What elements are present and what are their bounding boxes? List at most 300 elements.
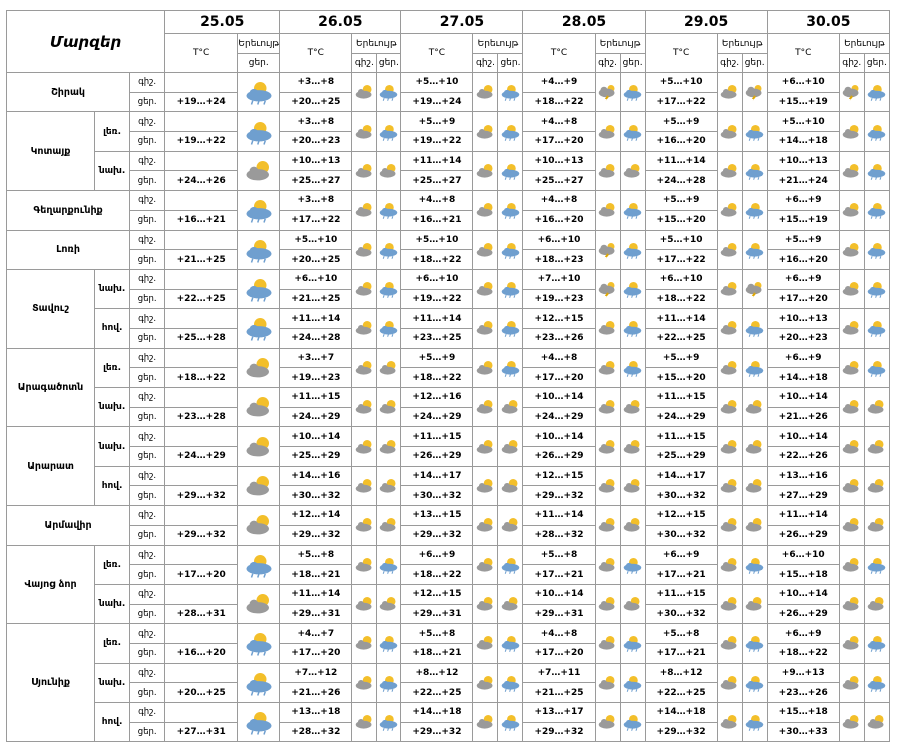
sun-cloud-rain-icon <box>238 73 280 112</box>
temperature-night: +5…+10 <box>280 230 352 250</box>
cloud-sun-icon <box>238 348 280 387</box>
temperature-night: +3…+8 <box>280 191 352 211</box>
table-row <box>7 427 890 447</box>
temperature-day: +23…+28 <box>165 407 238 427</box>
temperature-night: +6…+10 <box>523 230 595 250</box>
temperature-night: +7…+10 <box>523 269 595 289</box>
subregion-name: հով. <box>95 309 130 348</box>
temperature-night: +12…+15 <box>401 584 473 604</box>
time-of-day: գիշ. <box>130 73 165 93</box>
temperature-day: +18…+22 <box>401 565 473 585</box>
temperature-night: +6…+10 <box>645 269 717 289</box>
time-of-day: ցեր. <box>130 604 165 624</box>
temperature-day: +24…+28 <box>280 328 352 348</box>
temperature-day: +30…+33 <box>767 722 839 742</box>
temperature-day: +15…+20 <box>645 368 717 388</box>
cloud-sun-icon <box>377 466 401 505</box>
temperature-night: +10…+13 <box>767 151 839 171</box>
temperature-night: +10…+13 <box>280 151 352 171</box>
cloud-sun-icon <box>864 584 889 623</box>
time-of-day: գիշ. <box>130 703 165 723</box>
time-of-day: ցեր. <box>130 565 165 585</box>
cloud-sun-icon <box>717 584 742 623</box>
sun-cloud-rain-icon <box>498 151 523 190</box>
temperature-day: +23…+26 <box>523 328 595 348</box>
cloud-sun-icon <box>620 388 645 427</box>
sun-cloud-rain-icon <box>498 309 523 348</box>
cloud-sun-icon <box>377 348 401 387</box>
temperature-day: +20…+23 <box>280 132 352 152</box>
time-of-day: ցեր. <box>130 525 165 545</box>
temperature-night: +11…+14 <box>280 309 352 329</box>
temperature-night: +11…+15 <box>401 427 473 447</box>
time-of-day: գիշ. <box>130 545 165 565</box>
sun-cloud-rain-icon <box>864 73 889 112</box>
temperature-day: +25…+28 <box>165 328 238 348</box>
cloud-sun-icon <box>839 348 864 387</box>
temperature-night: +14…+17 <box>645 466 717 486</box>
sun-cloud-rain-icon <box>620 624 645 663</box>
cloud-sun-icon <box>717 269 742 308</box>
temperature-night: +5…+10 <box>645 230 717 250</box>
date-header: 26.05 <box>280 11 401 34</box>
cloud-sun-icon <box>498 506 523 545</box>
sun-cloud-rain-icon <box>498 112 523 151</box>
sun-cloud-rain-icon <box>377 73 401 112</box>
cloud-sun-icon <box>595 309 620 348</box>
temperature-day: +17…+21 <box>645 565 717 585</box>
weather-header: Երեւույթ <box>352 34 401 54</box>
temperature-night: +13…+15 <box>401 506 473 526</box>
temperature-day: +17…+22 <box>645 250 717 270</box>
weather-header: Երեւույթ <box>717 34 767 54</box>
subregion-name: նախ. <box>95 584 130 623</box>
sun-cloud-rain-icon <box>498 73 523 112</box>
sun-cloud-rain-icon <box>620 73 645 112</box>
sun-cloud-rain-icon <box>864 348 889 387</box>
cloud-sun-icon <box>498 584 523 623</box>
temperature-day: +16…+20 <box>165 643 238 663</box>
date-header: 25.05 <box>165 11 280 34</box>
cloud-sun-icon <box>352 269 377 308</box>
region-name: Լոռի <box>7 230 130 269</box>
temperature-night: +6…+10 <box>767 73 839 93</box>
cloud-sun-icon <box>864 506 889 545</box>
temperature-day: +29…+31 <box>280 604 352 624</box>
temperature-day: +18…+23 <box>523 250 595 270</box>
temperature-night: +11…+14 <box>645 309 717 329</box>
region-name: Արարատ <box>7 427 95 506</box>
temperature-night <box>165 624 238 644</box>
cloud-sun-icon <box>717 506 742 545</box>
temperature-night: +6…+9 <box>401 545 473 565</box>
temperature-day: +30…+32 <box>401 486 473 506</box>
sun-cloud-rain-icon <box>620 703 645 742</box>
cloud-sun-icon <box>839 506 864 545</box>
day-label: ցեր. <box>238 54 280 73</box>
region-name: Գեղարքունիք <box>7 191 130 230</box>
cloud-sun-icon <box>238 151 280 190</box>
table-row <box>7 624 890 644</box>
night-label: գիշ. <box>473 54 498 73</box>
temperature-night: +5…+9 <box>767 230 839 250</box>
temperature-night: +5…+8 <box>523 545 595 565</box>
cloud-sun-icon <box>595 427 620 466</box>
temperature-day: +17…+22 <box>280 210 352 230</box>
temperature-night: +10…+14 <box>523 388 595 408</box>
cloud-sun-icon <box>352 624 377 663</box>
temperature-day: +28…+31 <box>165 604 238 624</box>
temperature-night: +10…+14 <box>767 584 839 604</box>
cloud-storm-icon <box>595 269 620 308</box>
day-label: ցեր. <box>864 54 889 73</box>
cloud-sun-icon <box>864 466 889 505</box>
temperature-day: +17…+20 <box>523 132 595 152</box>
sun-cloud-rain-icon <box>377 309 401 348</box>
subregion-name: լեռ. <box>95 624 130 663</box>
cloud-sun-icon <box>839 584 864 623</box>
temp-header: T°C <box>523 34 595 73</box>
cloud-sun-icon <box>352 545 377 584</box>
time-of-day: ցեր. <box>130 289 165 309</box>
sun-cloud-rain-icon <box>742 309 767 348</box>
temperature-night: +9…+13 <box>767 663 839 683</box>
temperature-night <box>165 191 238 211</box>
table-row <box>7 230 890 250</box>
cloud-sun-icon <box>717 309 742 348</box>
sun-cloud-rain-icon <box>377 191 401 230</box>
cloud-sun-icon <box>352 191 377 230</box>
region-name: Արմավիր <box>7 506 130 545</box>
day-label: ցեր. <box>377 54 401 73</box>
temperature-night: +10…+14 <box>280 427 352 447</box>
temperature-night: +4…+8 <box>523 348 595 368</box>
temperature-day: +18…+22 <box>401 368 473 388</box>
temperature-day: +28…+32 <box>523 525 595 545</box>
sun-cloud-rain-icon <box>864 624 889 663</box>
cloud-sun-icon <box>717 427 742 466</box>
sun-cloud-rain-icon <box>377 269 401 308</box>
temperature-day: +21…+25 <box>165 250 238 270</box>
temperature-night: +11…+15 <box>645 584 717 604</box>
cloud-sun-icon <box>839 269 864 308</box>
sun-cloud-rain-icon <box>620 269 645 308</box>
temperature-night: +10…+14 <box>523 427 595 447</box>
temperature-night <box>165 112 238 132</box>
cloud-sun-icon <box>473 388 498 427</box>
table-row <box>7 73 890 93</box>
time-of-day: ցեր. <box>130 683 165 703</box>
temperature-night <box>165 545 238 565</box>
cloud-sun-icon <box>238 388 280 427</box>
temperature-night: +5…+9 <box>645 191 717 211</box>
temperature-day: +18…+21 <box>280 565 352 585</box>
time-of-day: ցեր. <box>130 210 165 230</box>
time-of-day: գիշ. <box>130 309 165 329</box>
temperature-day: +17…+21 <box>645 643 717 663</box>
sun-cloud-rain-icon <box>498 348 523 387</box>
temperature-day: +19…+22 <box>401 132 473 152</box>
temperature-night <box>165 269 238 289</box>
subregion-name: լեռ. <box>95 348 130 387</box>
cloud-sun-icon <box>473 269 498 308</box>
cloud-sun-icon <box>620 466 645 505</box>
time-of-day: ցեր. <box>130 407 165 427</box>
temperature-night: +11…+15 <box>280 388 352 408</box>
temperature-day: +22…+25 <box>645 328 717 348</box>
temperature-night <box>165 466 238 486</box>
sun-cloud-rain-icon <box>238 545 280 584</box>
cloud-sun-icon <box>595 348 620 387</box>
subregion-name: նախ. <box>95 427 130 466</box>
temperature-night: +15…+18 <box>767 703 839 723</box>
region-name: Շիրակ <box>7 73 130 112</box>
day-label: ցեր. <box>498 54 523 73</box>
cloud-sun-icon <box>839 703 864 742</box>
cloud-sun-icon <box>595 584 620 623</box>
time-of-day: գիշ. <box>130 506 165 526</box>
table-row <box>7 112 890 132</box>
sun-cloud-rain-icon <box>620 309 645 348</box>
temperature-day: +17…+22 <box>645 92 717 112</box>
table-row <box>7 663 890 683</box>
sun-cloud-rain-icon <box>620 545 645 584</box>
cloud-sun-icon <box>473 73 498 112</box>
sun-cloud-rain-icon <box>498 624 523 663</box>
subregion-name: հով. <box>95 703 130 742</box>
sun-cloud-rain-icon <box>864 112 889 151</box>
cloud-sun-icon <box>377 584 401 623</box>
cloud-sun-icon <box>717 545 742 584</box>
temperature-day: +24…+29 <box>645 407 717 427</box>
temperature-day: +24…+29 <box>401 407 473 427</box>
table-row <box>7 388 890 408</box>
time-of-day: ցեր. <box>130 722 165 742</box>
sun-cloud-rain-icon <box>864 309 889 348</box>
temperature-day: +16…+21 <box>401 210 473 230</box>
temp-header: T°C <box>165 34 238 73</box>
temperature-night: +14…+18 <box>401 703 473 723</box>
sun-cloud-rain-icon <box>742 703 767 742</box>
weather-header: Երեւույթ <box>238 34 280 54</box>
temperature-day: +29…+32 <box>523 722 595 742</box>
time-of-day: գիշ. <box>130 624 165 644</box>
temperature-night: +10…+13 <box>523 151 595 171</box>
time-of-day: գիշ. <box>130 663 165 683</box>
sun-cloud-rain-icon <box>742 191 767 230</box>
subregion-name: լեռ. <box>95 112 130 151</box>
cloud-sun-icon <box>352 584 377 623</box>
cloud-sun-icon <box>595 151 620 190</box>
temperature-day: +22…+26 <box>767 447 839 467</box>
temperature-day: +19…+22 <box>165 132 238 152</box>
cloud-sun-icon <box>473 466 498 505</box>
temperature-night: +4…+8 <box>401 191 473 211</box>
cloud-sun-icon <box>839 112 864 151</box>
temperature-day: +22…+25 <box>401 683 473 703</box>
temperature-day: +21…+25 <box>280 289 352 309</box>
temperature-day: +26…+29 <box>523 447 595 467</box>
cloud-sun-icon <box>352 388 377 427</box>
cloud-sun-icon <box>352 73 377 112</box>
temperature-day: +22…+25 <box>645 683 717 703</box>
temperature-night: +6…+10 <box>401 269 473 289</box>
temperature-night: +10…+13 <box>767 309 839 329</box>
sun-cloud-rain-icon <box>864 151 889 190</box>
temperature-day: +21…+25 <box>523 683 595 703</box>
temperature-day: +24…+28 <box>645 171 717 191</box>
temperature-night <box>165 388 238 408</box>
temperature-day: +19…+22 <box>401 289 473 309</box>
cloud-sun-icon <box>839 663 864 702</box>
temperature-night: +11…+14 <box>523 506 595 526</box>
cloud-sun-icon <box>839 624 864 663</box>
cloud-sun-icon <box>839 466 864 505</box>
sun-cloud-rain-icon <box>742 624 767 663</box>
sun-cloud-rain-icon <box>238 663 280 702</box>
weather-header: Երեւույթ <box>839 34 889 54</box>
temp-header: T°C <box>645 34 717 73</box>
date-header: 27.05 <box>401 11 523 34</box>
temperature-day: +18…+21 <box>401 643 473 663</box>
temperature-night: +12…+15 <box>645 506 717 526</box>
temperature-night: +11…+14 <box>280 584 352 604</box>
temperature-day: +30…+32 <box>280 486 352 506</box>
temperature-day: +17…+20 <box>280 643 352 663</box>
sun-cloud-rain-icon <box>377 545 401 584</box>
temperature-day: +24…+26 <box>165 171 238 191</box>
table-row <box>7 466 890 486</box>
temperature-day: +17…+21 <box>523 565 595 585</box>
sun-cloud-rain-icon <box>864 663 889 702</box>
temperature-night: +11…+14 <box>767 506 839 526</box>
cloud-sun-icon <box>717 73 742 112</box>
table-row <box>7 703 890 723</box>
temperature-night <box>165 151 238 171</box>
sun-cloud-rain-icon <box>238 624 280 663</box>
temperature-night <box>165 230 238 250</box>
cloud-sun-icon <box>595 388 620 427</box>
sun-cloud-rain-icon <box>238 703 280 742</box>
temperature-night: +13…+18 <box>280 703 352 723</box>
region-name: Արագածոտն <box>7 348 95 427</box>
cloud-sun-icon <box>742 388 767 427</box>
temperature-night: +6…+9 <box>767 624 839 644</box>
table-header <box>7 11 890 73</box>
cloud-sun-icon <box>352 427 377 466</box>
time-of-day: գիշ. <box>130 348 165 368</box>
time-of-day: ցեր. <box>130 368 165 388</box>
sun-cloud-rain-icon <box>238 269 280 308</box>
temperature-day: +19…+23 <box>280 368 352 388</box>
temperature-day: +29…+32 <box>401 722 473 742</box>
temperature-day: +18…+22 <box>401 250 473 270</box>
cloud-sun-icon <box>717 663 742 702</box>
temperature-day: +21…+24 <box>767 171 839 191</box>
cloud-sun-icon <box>742 427 767 466</box>
weather-header: Երեւույթ <box>473 34 523 54</box>
sun-cloud-rain-icon <box>238 112 280 151</box>
time-of-day: գիշ. <box>130 191 165 211</box>
cloud-sun-icon <box>620 427 645 466</box>
cloud-sun-icon <box>717 348 742 387</box>
cloud-sun-icon <box>352 506 377 545</box>
temperature-day: +25…+29 <box>280 447 352 467</box>
date-header: 28.05 <box>523 11 645 34</box>
temperature-day: +30…+32 <box>645 525 717 545</box>
temperature-day: +24…+29 <box>280 407 352 427</box>
region-name: Վայոց ձոր <box>7 545 95 624</box>
temperature-day: +21…+26 <box>767 407 839 427</box>
subregion-name: նախ. <box>95 388 130 427</box>
temperature-day: +19…+24 <box>165 92 238 112</box>
sun-cloud-rain-icon <box>620 348 645 387</box>
temperature-day: +16…+20 <box>645 132 717 152</box>
sun-cloud-rain-icon <box>498 545 523 584</box>
date-header: 29.05 <box>645 11 767 34</box>
temperature-night: +11…+15 <box>645 427 717 447</box>
temperature-night <box>165 663 238 683</box>
cloud-sun-icon <box>352 466 377 505</box>
forecast-container <box>6 10 890 742</box>
sun-cloud-rain-icon <box>864 191 889 230</box>
subregion-name: նախ. <box>95 151 130 190</box>
sun-cloud-rain-icon <box>864 230 889 269</box>
cloud-sun-icon <box>352 348 377 387</box>
temperature-day: +29…+32 <box>401 525 473 545</box>
sun-cloud-rain-icon <box>377 703 401 742</box>
temperature-night <box>165 309 238 329</box>
night-label: գիշ. <box>352 54 377 73</box>
temperature-night: +5…+10 <box>645 73 717 93</box>
temp-header: T°C <box>401 34 473 73</box>
cloud-sun-icon <box>473 151 498 190</box>
temperature-night: +4…+8 <box>523 112 595 132</box>
cloud-sun-icon <box>742 584 767 623</box>
cloud-sun-icon <box>620 584 645 623</box>
cloud-sun-icon <box>864 703 889 742</box>
temperature-night: +6…+9 <box>645 545 717 565</box>
sun-cloud-rain-icon <box>238 309 280 348</box>
temperature-day: +19…+24 <box>401 92 473 112</box>
temperature-day: +21…+26 <box>280 683 352 703</box>
cloud-sun-icon <box>352 309 377 348</box>
sun-cloud-rain-icon <box>742 151 767 190</box>
temperature-day: +29…+31 <box>401 604 473 624</box>
cloud-sun-icon <box>839 388 864 427</box>
temperature-night: +11…+15 <box>645 388 717 408</box>
temperature-day: +26…+29 <box>401 447 473 467</box>
table-body <box>7 73 890 742</box>
cloud-sun-icon <box>473 624 498 663</box>
time-of-day: գիշ. <box>130 584 165 604</box>
temperature-night: +14…+16 <box>280 466 352 486</box>
temperature-night: +8…+12 <box>401 663 473 683</box>
sun-cloud-rain-icon <box>498 191 523 230</box>
temperature-night: +5…+9 <box>645 348 717 368</box>
temperature-night: +3…+8 <box>280 112 352 132</box>
cloud-sun-icon <box>742 506 767 545</box>
temperature-night: +11…+14 <box>401 309 473 329</box>
cloud-sun-icon <box>473 584 498 623</box>
cloud-sun-icon <box>717 191 742 230</box>
sun-cloud-rain-icon <box>742 230 767 269</box>
temperature-day: +24…+29 <box>523 407 595 427</box>
temperature-night: +5…+10 <box>401 230 473 250</box>
temperature-night: +3…+8 <box>280 73 352 93</box>
time-of-day: գիշ. <box>130 466 165 486</box>
temperature-night: +5…+10 <box>401 73 473 93</box>
